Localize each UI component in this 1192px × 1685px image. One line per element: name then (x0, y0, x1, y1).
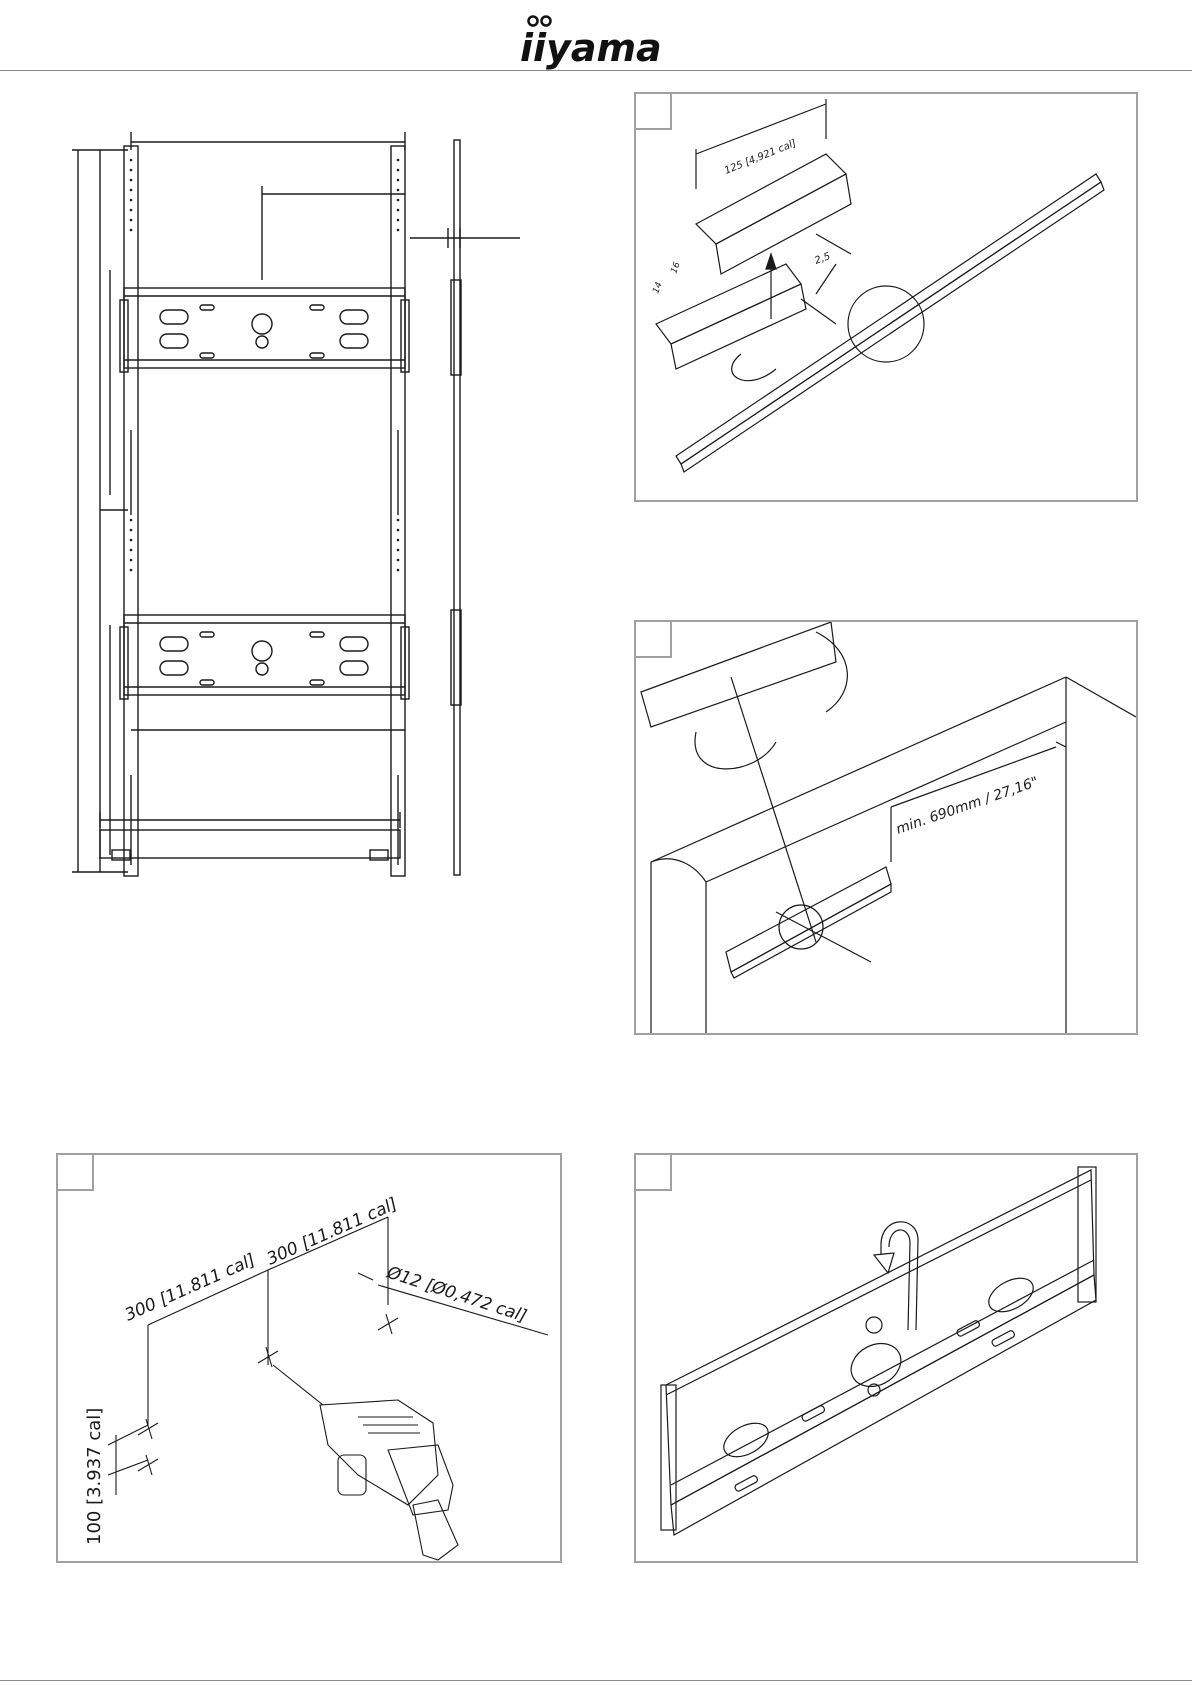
depth-label: 14 (651, 280, 665, 296)
footer-rule (0, 1680, 1192, 1681)
horizontal-spacing-2: 300 [11.811 cal] (263, 1194, 401, 1270)
step-tab (636, 1155, 672, 1191)
step-tab (636, 94, 672, 130)
drilling-panel (56, 1153, 562, 1563)
wall-clearance-panel (634, 620, 1138, 1035)
rail-assembly-panel (634, 92, 1138, 502)
horizontal-spacing-1: 300 [11.811 cal] (121, 1250, 259, 1326)
rail-width-label: 125 [4,921 cal] (723, 138, 798, 177)
screw-label: 2,5 (813, 251, 832, 267)
depth-label-2: 16 (669, 260, 683, 276)
wall-plate-panel (634, 1153, 1138, 1563)
step-tab (636, 622, 672, 658)
header-rule (0, 70, 1192, 71)
step-tab (58, 1155, 94, 1191)
drill-diameter-label: Ø12 [Ø0,472 cal] (384, 1262, 530, 1327)
brand-wordmark: iiyama (520, 26, 662, 70)
logo-mark (520, 14, 680, 70)
clearance-label: min. 690mm / 27,16" (894, 774, 1041, 838)
iiyama-logo (520, 14, 680, 70)
vertical-spacing-label: 100 [3.937 cal] (84, 1407, 105, 1545)
frame-technical-drawing (50, 120, 570, 950)
